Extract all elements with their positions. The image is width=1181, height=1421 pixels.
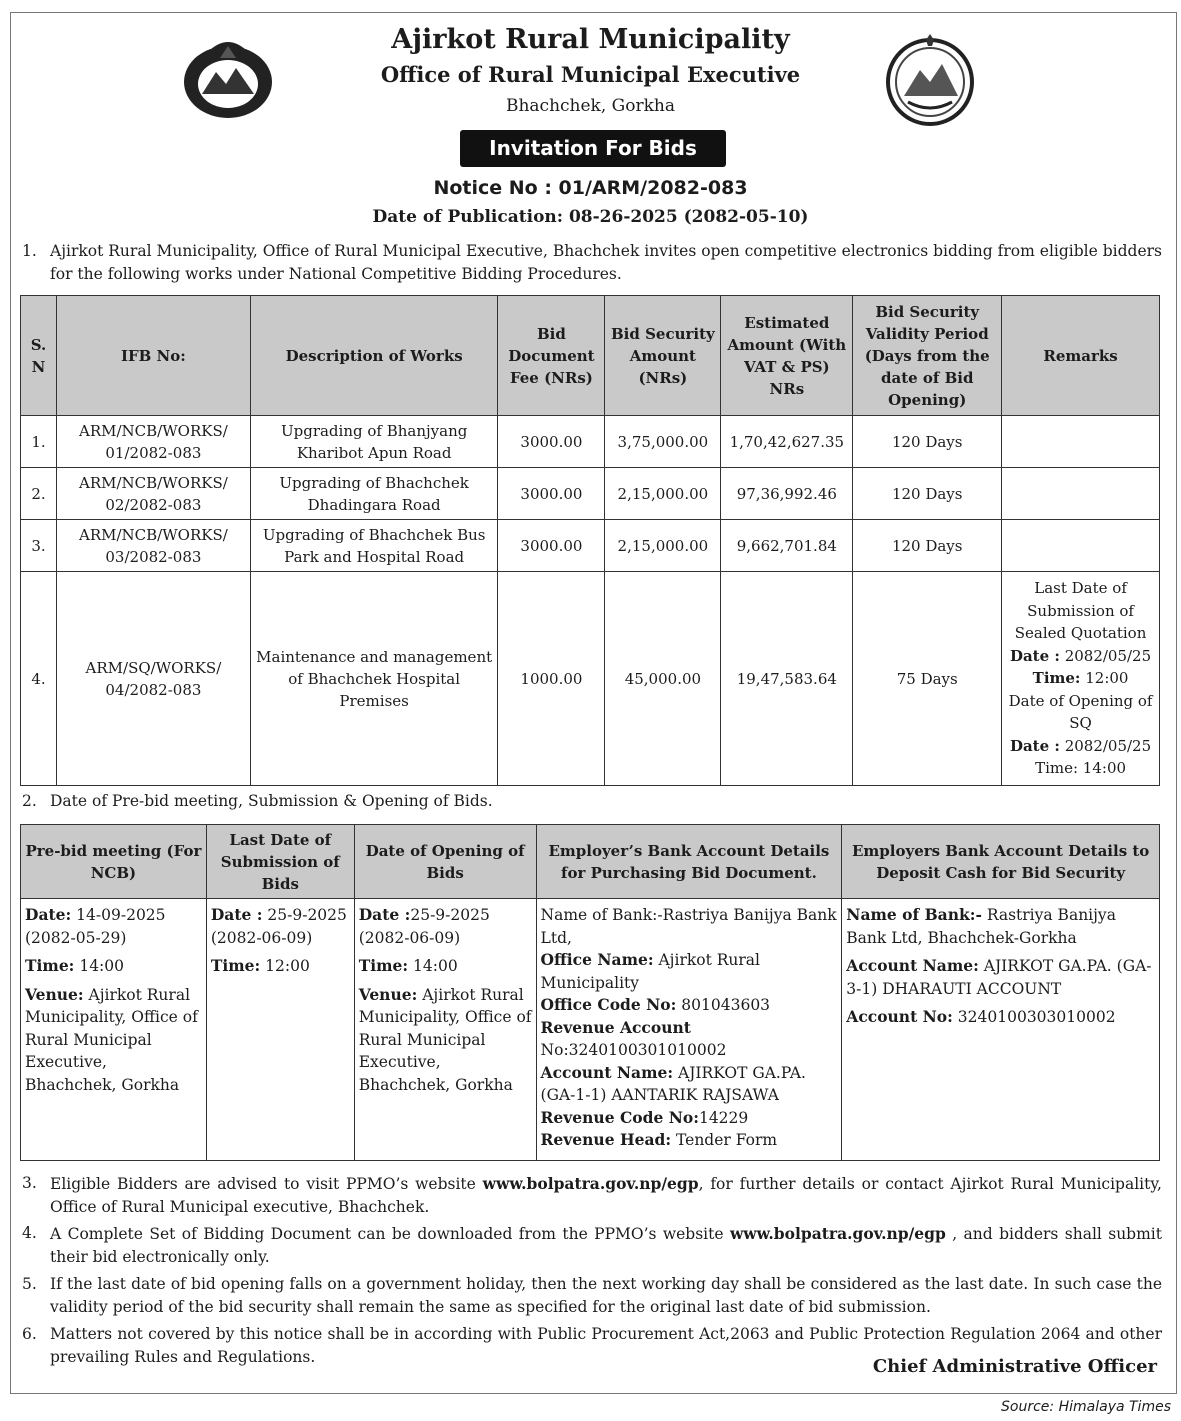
paragraph-3: 3. Eligible Bidders are advised to visit PPMO’s website www.bolpatra.gov.np/egp, for further details or contact Ajirkot Rural Municipality, Office of Rural Municipal executive, Bhachchek.	[22, 1174, 1162, 1216]
table-row	[21, 416, 1160, 468]
table-row	[21, 468, 1160, 520]
col-header: Date of Opening of Bids	[354, 825, 536, 899]
cell-sn: 4.	[21, 572, 57, 786]
cell-bank-security: Name of Bank:- Rastriya Banijya Bank Ltd, Bhachchek-Gorkha Account Name: AJIRKOT GA.PA. (GA-3-1) DHARAUTI ACCOUNT Account No: 3240100303010002	[842, 899, 1160, 1161]
paragraph-2: 2. Date of Pre-bid meeting, Submission & Opening of Bids.	[22, 792, 493, 810]
cell-estimate: 19,47,583.64	[721, 572, 853, 786]
col-header: Employer’s Bank Account Details for Purchasing Bid Document.	[536, 825, 842, 899]
col-header: Description of Works	[250, 296, 498, 416]
paragraph-6: 6. Matters not covered by this notice shall be in according with Public Procurement Act,2063 and Public Protection Regulation 2064 and other prevailing Rules and Regulations.	[22, 1325, 1162, 1366]
cell-estimate: 97,36,992.46	[721, 468, 853, 520]
cell-fee: 1000.00	[498, 572, 605, 786]
source-credit: Source: Himalaya Times	[1001, 1399, 1171, 1415]
cell-ifb: ARM/NCB/WORKS/ 02/2082-083	[56, 468, 250, 520]
cell-remarks	[1002, 520, 1160, 572]
cell-fee: 3000.00	[498, 468, 605, 520]
cell-ifb: ARM/NCB/WORKS/ 03/2082-083	[56, 520, 250, 572]
cell-security: 45,000.00	[605, 572, 721, 786]
col-header: Pre-bid meeting (For NCB)	[21, 825, 207, 899]
ppmo-link[interactable]: www.bolpatra.gov.np/egp	[482, 1174, 699, 1193]
col-header: IFB No:	[56, 296, 250, 416]
cell-validity: 120 Days	[853, 468, 1002, 520]
ppmo-link[interactable]: www.bolpatra.gov.np/egp	[729, 1224, 946, 1243]
cell-remarks: Last Date of Submission of Sealed Quotation Date : 2082/05/25 Time: 12:00 Date of Opening of SQ Date : 2082/05/25 Time: 14:00	[1002, 572, 1160, 786]
cell-validity: 120 Days	[853, 520, 1002, 572]
cell-security: 2,15,000.00	[605, 468, 721, 520]
col-header: S. N	[21, 296, 57, 416]
cell-fee: 3000.00	[498, 416, 605, 468]
cell-fee: 3000.00	[498, 520, 605, 572]
cell-validity: 120 Days	[853, 416, 1002, 468]
table-row	[21, 572, 1160, 786]
cell-opening: Date :25-9-2025 (2082-06-09) Time: 14:00 Venue: Ajirkot Rural Municipality, Office of Rural Municipal Executive, Bhachchek, Gorkha	[354, 899, 536, 1161]
org-name: Ajirkot Rural Municipality	[391, 24, 790, 55]
cell-remarks	[1002, 468, 1160, 520]
cell-prebid: Date: 14-09-2025 (2082-05-29) Time: 14:00 Venue: Ajirkot Rural Municipality, Office of Rural Municipal Executive, Bhachchek, Gorkha	[21, 899, 207, 1161]
publication-date: Date of Publication: 08-26-2025 (2082-05-10)	[372, 207, 809, 227]
col-header: Employers Bank Account Details to Deposit Cash for Bid Security	[842, 825, 1160, 899]
cell-sn: 3.	[21, 520, 57, 572]
cell-desc: Upgrading of Bhanjyang Kharibot Apun Road	[250, 416, 498, 468]
cell-security: 2,15,000.00	[605, 520, 721, 572]
cell-estimate: 9,662,701.84	[721, 520, 853, 572]
cell-desc: Maintenance and management of Bhachchek Hospital Premises	[250, 572, 498, 786]
col-header: Last Date of Submission of Bids	[206, 825, 354, 899]
signature: Chief Administrative Officer	[872, 1356, 1157, 1377]
cell-sn: 1.	[21, 416, 57, 468]
col-header: Remarks	[1002, 296, 1160, 416]
col-header: Bid Security Validity Period (Days from the date of Bid Opening)	[853, 296, 1002, 416]
cell-desc: Upgrading of Bhachchek Dhadingara Road	[250, 468, 498, 520]
cell-sn: 2.	[21, 468, 57, 520]
office-address: Bhachchek, Gorkha	[505, 96, 675, 116]
cell-validity: 75 Days	[853, 572, 1002, 786]
col-header: Bid Security Amount (NRs)	[605, 296, 721, 416]
paragraph-1: 1. Ajirkot Rural Municipality, Office of Rural Municipal Executive, Bhachchek invites open competitive electronics bidding from eligible bidders for the following works under National Competitive Bidding Procedures.	[22, 242, 1162, 283]
notice-title: Invitation For Bids	[460, 130, 726, 167]
cell-desc: Upgrading of Bhachchek Bus Park and Hospital Road	[250, 520, 498, 572]
notice-number: Notice No : 01/ARM/2082-083	[433, 177, 748, 199]
table-header-row	[21, 825, 1160, 899]
paragraph-4: 4. A Complete Set of Bidding Document can be downloaded from the PPMO’s website www.bolpatra.gov.np/egp , and bidders shall submit their bid electronically only.	[22, 1224, 1162, 1266]
works-table	[20, 295, 1160, 786]
office-name: Office of Rural Municipal Executive	[380, 62, 801, 87]
table-row	[21, 520, 1160, 572]
cell-ifb: ARM/SQ/WORKS/ 04/2082-083	[56, 572, 250, 786]
col-header: Bid Document Fee (NRs)	[498, 296, 605, 416]
cell-bank-document: Name of Bank:-Rastriya Banijya Bank Ltd, Office Name: Ajirkot Rural Municipality Office Code No: 801043603 Revenue Account No:3240100301010002 Account Name: AJIRKOT GA.PA. (GA-1-1) AANTARIK RAJSAWA Revenue Code No:14229 Revenue Head: Tender Form	[536, 899, 842, 1161]
cell-ifb: ARM/NCB/WORKS/ 01/2082-083	[56, 416, 250, 468]
cell-security: 3,75,000.00	[605, 416, 721, 468]
paragraph-5: 5. If the last date of bid opening falls on a government holiday, then the next working day shall be considered as the last date. In such case the validity period of the bid security shall remain the same as specified for the original last date of bid submission.	[22, 1275, 1162, 1316]
col-header: Estimated Amount (With VAT & PS) NRs	[721, 296, 853, 416]
cell-submission: Date : 25-9-2025 (2082-06-09) Time: 12:00	[206, 899, 354, 1161]
cell-estimate: 1,70,42,627.35	[721, 416, 853, 468]
dates-bank-table	[20, 824, 1160, 1161]
table-header-row	[21, 296, 1160, 416]
cell-remarks	[1002, 416, 1160, 468]
table-row	[21, 899, 1160, 1161]
